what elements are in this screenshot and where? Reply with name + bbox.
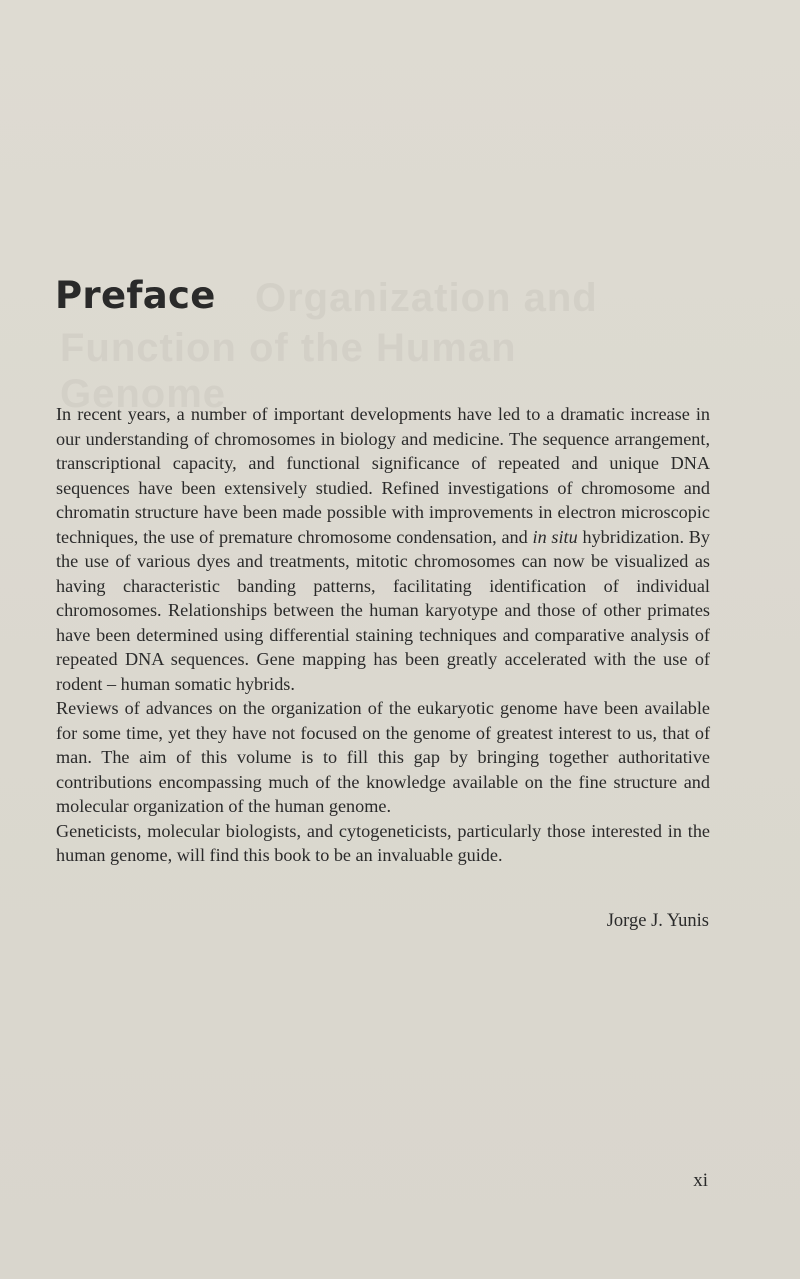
bleed-through-text: Organization and — [255, 276, 598, 320]
preface-body — [56, 402, 710, 868]
preface-paragraph-2: Reviews of advances on the organization of the eukaryotic genome have been available for some time, yet they have not focused on the genome of greatest interest to us, that of man. The aim of this volume is to fill this gap by bringing together authoritative contributions encompassing much of the knowledge available on the fine structure and molecular organization of the human genome. — [56, 698, 710, 816]
bleed-through-text: Genome — [60, 372, 227, 416]
bleed-through-text: Function of the Human — [60, 326, 517, 370]
page-title: Preface — [55, 274, 216, 317]
paragraph-1-text: In recent years, a number of important developments have led to a dramatic increase in our understanding of chromosomes in biology and medicine. The sequence arrangement, transcriptional capacity, and functional significance of repeated and unique DNA sequences have been extensively studied. Refined investigations of chromosome and chromatin structure have been made possible with improvements in electron microscopic techniques, the use of premature chromosome condensation, and in situ hybridization. By the use of various dyes and treatments, mitotic chromosomes can now be visualized as having characteristic banding patterns, facilitating identification of individual chromosomes. Relationships between the human karyotype and those of other primates have been determined using differential staining techniques and comparative analysis of repeated DNA sequences. Gene mapping has been greatly accelerated with the use of rodent – human somatic hybrids. — [56, 404, 711, 694]
preface-paragraph-3: Geneticists, molecular biologists, and cytogeneticists, particularly those interested in the human genome, will find this book to be an invaluable guide. — [56, 820, 710, 865]
preface-paragraph-1 — [56, 402, 710, 696]
author-signature: Jorge J. Yunis — [606, 911, 709, 931]
page-number: xi — [693, 1170, 708, 1191]
